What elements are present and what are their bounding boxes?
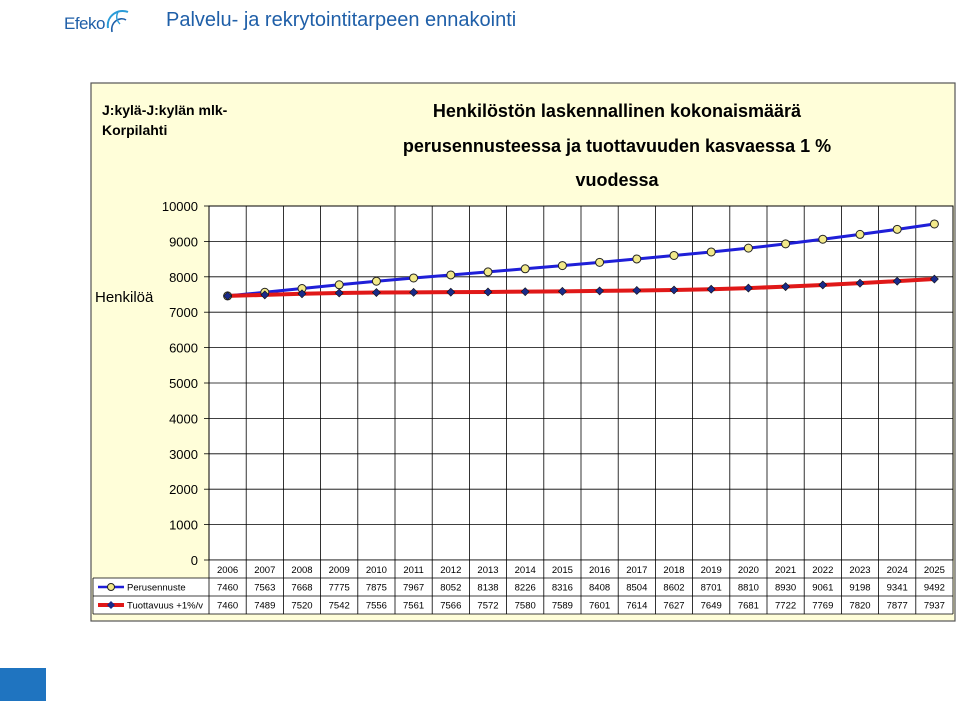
- x-tick-label: 2012: [440, 565, 462, 576]
- y-tick-label: 8000: [169, 269, 198, 285]
- y-axis-label: Henkilöä: [95, 289, 154, 306]
- logo-text: Efeko: [64, 14, 105, 33]
- data-point-perusennuste: [447, 271, 455, 279]
- y-tick-label: 7000: [169, 305, 198, 321]
- data-point-perusennuste: [596, 258, 604, 266]
- data-label: 8052: [440, 582, 462, 594]
- x-tick-label: 2008: [291, 565, 313, 576]
- y-tick-label: 0: [190, 553, 198, 568]
- y-tick-label: 1000: [169, 517, 198, 533]
- x-tick-label: 2013: [477, 565, 499, 576]
- data-label: 7561: [403, 600, 425, 612]
- x-tick-label: 2015: [551, 565, 573, 576]
- data-label: 7649: [700, 600, 722, 612]
- data-label: 7563: [254, 582, 276, 594]
- region-label: J:kylä-J:kylän mlk-: [102, 102, 228, 118]
- data-label: 9198: [849, 582, 871, 594]
- data-point-perusennuste: [856, 230, 864, 238]
- x-tick-label: 2006: [217, 565, 239, 576]
- x-tick-label: 2007: [254, 565, 276, 576]
- corner-accent: [0, 668, 46, 701]
- data-label: 7967: [403, 582, 425, 594]
- data-label: 7937: [923, 600, 945, 612]
- x-tick-label: 2025: [923, 565, 945, 576]
- data-label: 7542: [328, 600, 350, 612]
- data-point-perusennuste: [782, 240, 790, 248]
- data-label: 7460: [217, 600, 239, 612]
- chart-title: perusennusteessa ja tuottavuuden kasvaessa 1 %: [402, 136, 832, 156]
- y-tick-label: 10000: [161, 199, 198, 214]
- y-tick-label: 9000: [169, 234, 198, 250]
- data-label: 9341: [886, 582, 908, 594]
- data-point-perusennuste: [819, 235, 827, 243]
- data-label: 8316: [551, 582, 573, 594]
- data-label: 7566: [440, 600, 462, 612]
- data-label: 8810: [737, 582, 759, 594]
- data-label: 7722: [775, 600, 797, 612]
- x-tick-label: 2009: [328, 565, 350, 576]
- data-point-perusennuste: [558, 262, 566, 270]
- region-label: Korpilahti: [102, 122, 168, 138]
- x-tick-label: 2011: [403, 565, 424, 576]
- y-tick-label: 4000: [169, 411, 198, 427]
- data-label: 7668: [291, 582, 313, 594]
- data-label: 7627: [663, 600, 685, 612]
- data-label: 8504: [626, 582, 648, 594]
- data-point-perusennuste: [484, 268, 492, 276]
- data-label: 8930: [775, 582, 797, 594]
- x-tick-label: 2024: [886, 565, 908, 576]
- data-point-perusennuste: [744, 244, 752, 252]
- data-label: 7520: [291, 600, 313, 612]
- data-point-perusennuste: [707, 248, 715, 256]
- data-label: 7820: [849, 600, 871, 612]
- data-point-perusennuste: [930, 220, 938, 228]
- chart-title: Henkilöstön laskennallinen kokonaismäärä: [432, 101, 802, 121]
- data-label: 7580: [514, 600, 536, 612]
- y-tick-label: 6000: [169, 340, 198, 356]
- y-tick-label: 5000: [169, 376, 198, 391]
- legend-label: Tuottavuus +1%/v: [127, 600, 203, 612]
- data-label: 8408: [589, 582, 611, 594]
- data-label: 7589: [551, 600, 573, 612]
- x-tick-label: 2019: [700, 565, 722, 576]
- data-label: 7489: [254, 600, 276, 612]
- data-label: 7681: [737, 600, 759, 612]
- x-tick-label: 2016: [589, 565, 611, 576]
- data-point-perusennuste: [521, 265, 529, 273]
- data-label: 7556: [365, 600, 387, 612]
- data-label: 7460: [217, 582, 239, 594]
- data-label: 7877: [886, 600, 908, 612]
- data-label: 7775: [328, 582, 350, 594]
- data-point-perusennuste: [670, 251, 678, 259]
- logo-swirl-icon: [102, 6, 132, 36]
- x-tick-label: 2022: [812, 565, 834, 576]
- data-label: 8226: [514, 582, 536, 594]
- data-label: 8138: [477, 582, 499, 594]
- data-label: 7601: [589, 600, 611, 612]
- data-label: 7875: [365, 582, 387, 594]
- data-point-perusennuste: [893, 225, 901, 233]
- x-tick-label: 2018: [663, 565, 685, 576]
- x-tick-label: 2010: [365, 565, 387, 576]
- x-tick-label: 2014: [514, 565, 536, 576]
- data-label: 9492: [923, 582, 945, 594]
- data-point-perusennuste: [335, 281, 343, 289]
- x-tick-label: 2020: [737, 565, 759, 576]
- chart: [90, 82, 956, 622]
- y-tick-label: 2000: [169, 482, 198, 498]
- chart-svg: [90, 82, 956, 622]
- data-point-perusennuste: [633, 255, 641, 263]
- data-label: 9061: [812, 582, 834, 594]
- x-tick-label: 2023: [849, 565, 871, 576]
- data-point-perusennuste: [372, 277, 380, 285]
- x-tick-label: 2017: [626, 565, 648, 576]
- chart-title: vuodessa: [575, 170, 659, 190]
- data-label: 8602: [663, 582, 685, 594]
- data-label: 8701: [700, 582, 722, 594]
- data-point-perusennuste: [410, 274, 418, 282]
- slide-title: Palvelu- ja rekrytointitarpeen ennakointi: [166, 9, 517, 31]
- data-label: 7769: [812, 600, 834, 612]
- x-tick-label: 2021: [775, 565, 797, 576]
- data-label: 7614: [626, 600, 648, 612]
- legend-swatch-marker: [108, 584, 115, 591]
- y-tick-label: 3000: [169, 446, 198, 462]
- data-label: 7572: [477, 600, 499, 612]
- legend-label: Perusennuste: [127, 582, 186, 594]
